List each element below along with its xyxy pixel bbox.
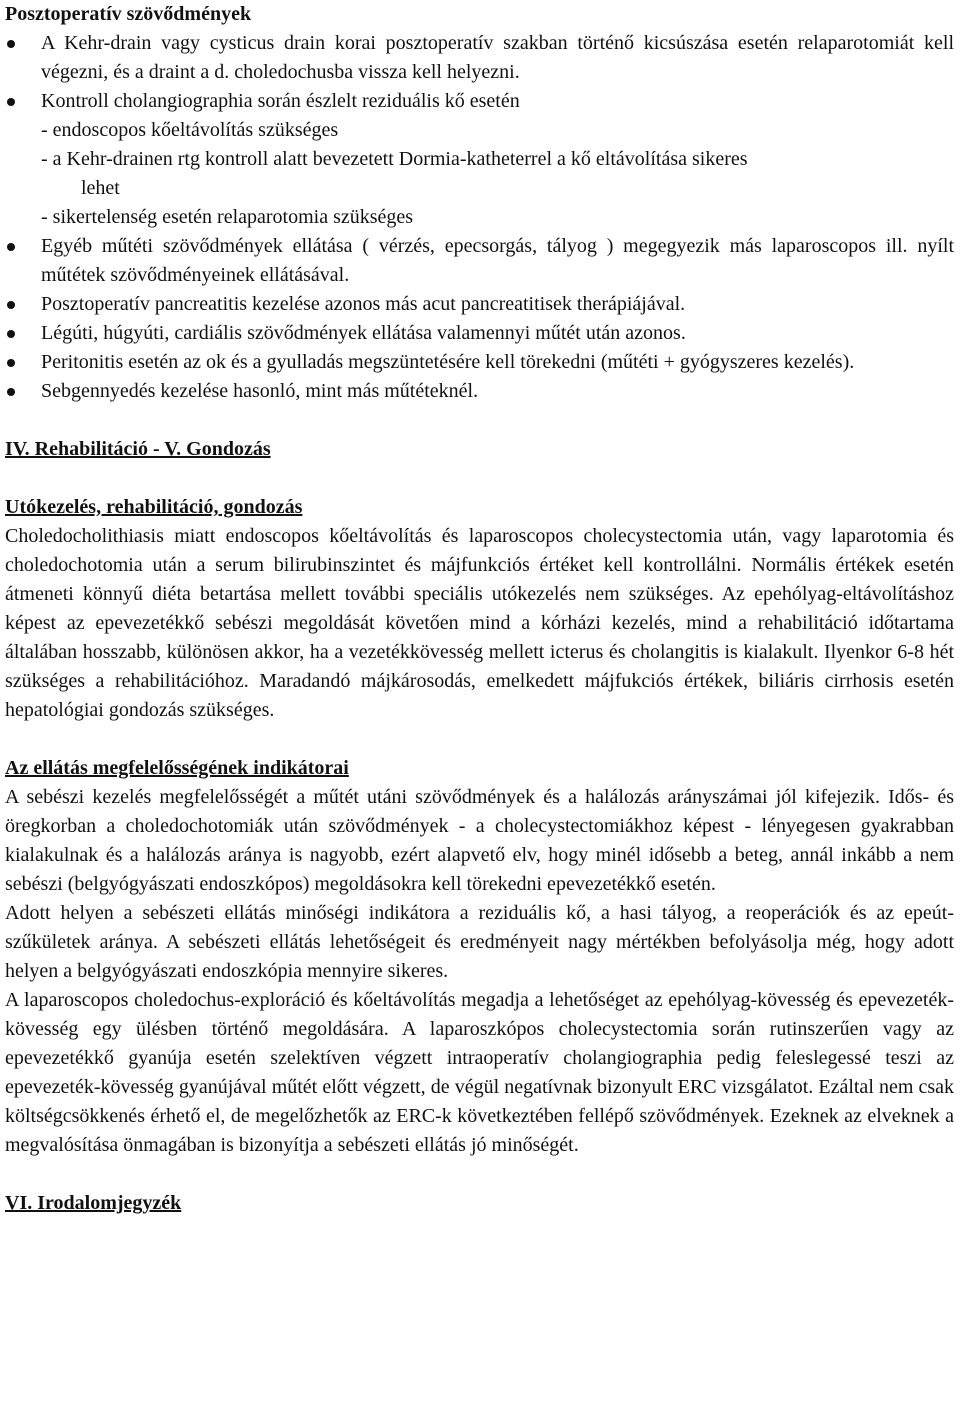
bullet-icon xyxy=(7,330,15,338)
list-item xyxy=(5,87,954,232)
list-item xyxy=(5,377,954,406)
list-item-text: Egyéb műtéti szövődmények ellátása ( vérzés, epecsorgás, tályog ) megegyezik más laparoscopos ill. nyílt műtétek szövődményeinek ellátásával. xyxy=(41,235,954,286)
list-item-text: Sebgennyedés kezelése hasonló, mint más műtéteknél. xyxy=(41,380,479,402)
bullet-icon xyxy=(7,243,15,251)
indicators-paragraph-2: Adott helyen a sebészeti ellátás minőségi indikátora a reziduális kő, a hasi tályog, a reoperációk és az epeút-szűkületek aránya. A sebészeti ellátás lehetőségeit és eredményeit nagy mértékben befolyásolja még, hogy adott helyen a belgyógyászati endoszkópia mennyire sikeres. xyxy=(5,902,954,982)
bullet-icon xyxy=(7,40,15,48)
sub-item-text: lehet xyxy=(81,177,120,199)
list-item xyxy=(5,290,954,319)
sub-item-text: - a Kehr-drainen rtg kontroll alatt bevezetett Dormia-katheterrel a kő eltávolítása sikeres xyxy=(41,148,748,170)
list-item xyxy=(5,29,954,87)
list-item-text: Peritonitis esetén az ok és a gyulladás megszüntetésére kell törekedni (műtéti + gyógyszeres kezelés). xyxy=(41,351,855,373)
bullet-icon xyxy=(7,98,15,106)
list-item xyxy=(5,319,954,348)
list-item xyxy=(5,232,954,290)
aftercare-paragraph: Choledocholithiasis miatt endoscopos kőeltávolítás és laparoscopos cholecystectomia után, vagy laparotomia és choledochotomia után a serum bilirubinszintet és májfunkciós értéket kell kontrollálni. Normális értékek esetén átmeneti könnyű diéta betartása mellett további speciális utókezelés nem szükséges. Az epehólyag-eltávolításhoz képest az epevezetékkő sebészi megoldását követően mind a kórházi kezelés, mind a rehabilitáció időtartama általában hosszabb, különösen akkor, ha a vezetékkövesség mellett icterus és cholangitis is kialakult. Ilyenkor 6-8 hét szükséges a rehabilitációhoz. Maradandó májkárosodás, emelkedett májfukciós értékek, biliáris cirrhosis esetén hepatológiai gondozás szükséges. xyxy=(5,525,954,721)
indicators-paragraph-3: A laparoscopos choledochus-exploráció és kőeltávolítás megadja a lehetőséget az epehólyag-kövesség és epevezeték-kövesség egy ülésben történő megoldására. A laparoszkópos cholecystectomia során rutinszerűen vagy az epevezetékkő gyanúja esetén szelektíven végzett intraoperatív cholangiographia pedig feleslegessé teszi az epevezeték-kövesség gyanújával műtét előtt végzett, de végül negatívnak bizonyult ERC vizsgálatot. Ezáltal nem csak költségcsökkenés érhető el, de megelőzhetők az ERC-k következtében fellépő szövődmények. Ezeknek az elveknek a megvalósítása önmagában is bizonyítja a sebészeti ellátás jó minőségét. xyxy=(5,989,954,1156)
bullet-icon xyxy=(7,388,15,396)
aftercare-title: Utókezelés, rehabilitáció, gondozás xyxy=(5,496,303,518)
list-item-text: Légúti, húgyúti, cardiális szövődmények ellátása valamennyi műtét után azonos. xyxy=(41,322,686,344)
indicators-paragraph-1: A sebészi kezelés megfelelősségét a műtét utáni szövődmények és a halálozás arányszámai jól kifejezik. Idős- és öregkorban a choledochotomiák után szövődmények - a cholecystectomiákhoz képest - lényegesen gyakrabban kialakulnak és a halálozás aránya is nagyobb, ezért alapvető elv, hogy minél idősebb a beteg, annál inkább a nem sebészi (belgyógyászati endoszkópos) megoldásokra kell törekedni epevezetékkő esetén. xyxy=(5,786,954,895)
rehab-heading: IV. Rehabilitáció - V. Gondozás xyxy=(5,438,271,460)
complications-title: Posztoperatív szövődmények xyxy=(5,3,252,25)
list-item-text: A Kehr-drain vagy cysticus drain korai posztoperatív szakban történő kicsúszása esetén relaparotomiát kell végezni, és a draint a d. choledochusba vissza kell helyezni. xyxy=(41,32,954,83)
references-heading: VI. Irodalomjegyzék xyxy=(5,1192,182,1214)
indicators-title: Az ellátás megfelelősségének indikátorai xyxy=(5,757,349,779)
list-item-text: Posztoperatív pancreatitis kezelése azonos más acut pancreatitisek therápiájával. xyxy=(41,293,686,315)
list-item xyxy=(5,348,954,377)
sub-item-text: - endoscopos kőeltávolítás szükséges xyxy=(41,119,339,141)
bullet-icon xyxy=(7,359,15,367)
sub-item-text: - sikertelenség esetén relaparotomia szükséges xyxy=(41,206,414,228)
bullet-icon xyxy=(7,301,15,309)
complications-list xyxy=(5,29,954,406)
list-item-text: Kontroll cholangiographia során észlelt reziduális kő esetén xyxy=(41,90,520,112)
